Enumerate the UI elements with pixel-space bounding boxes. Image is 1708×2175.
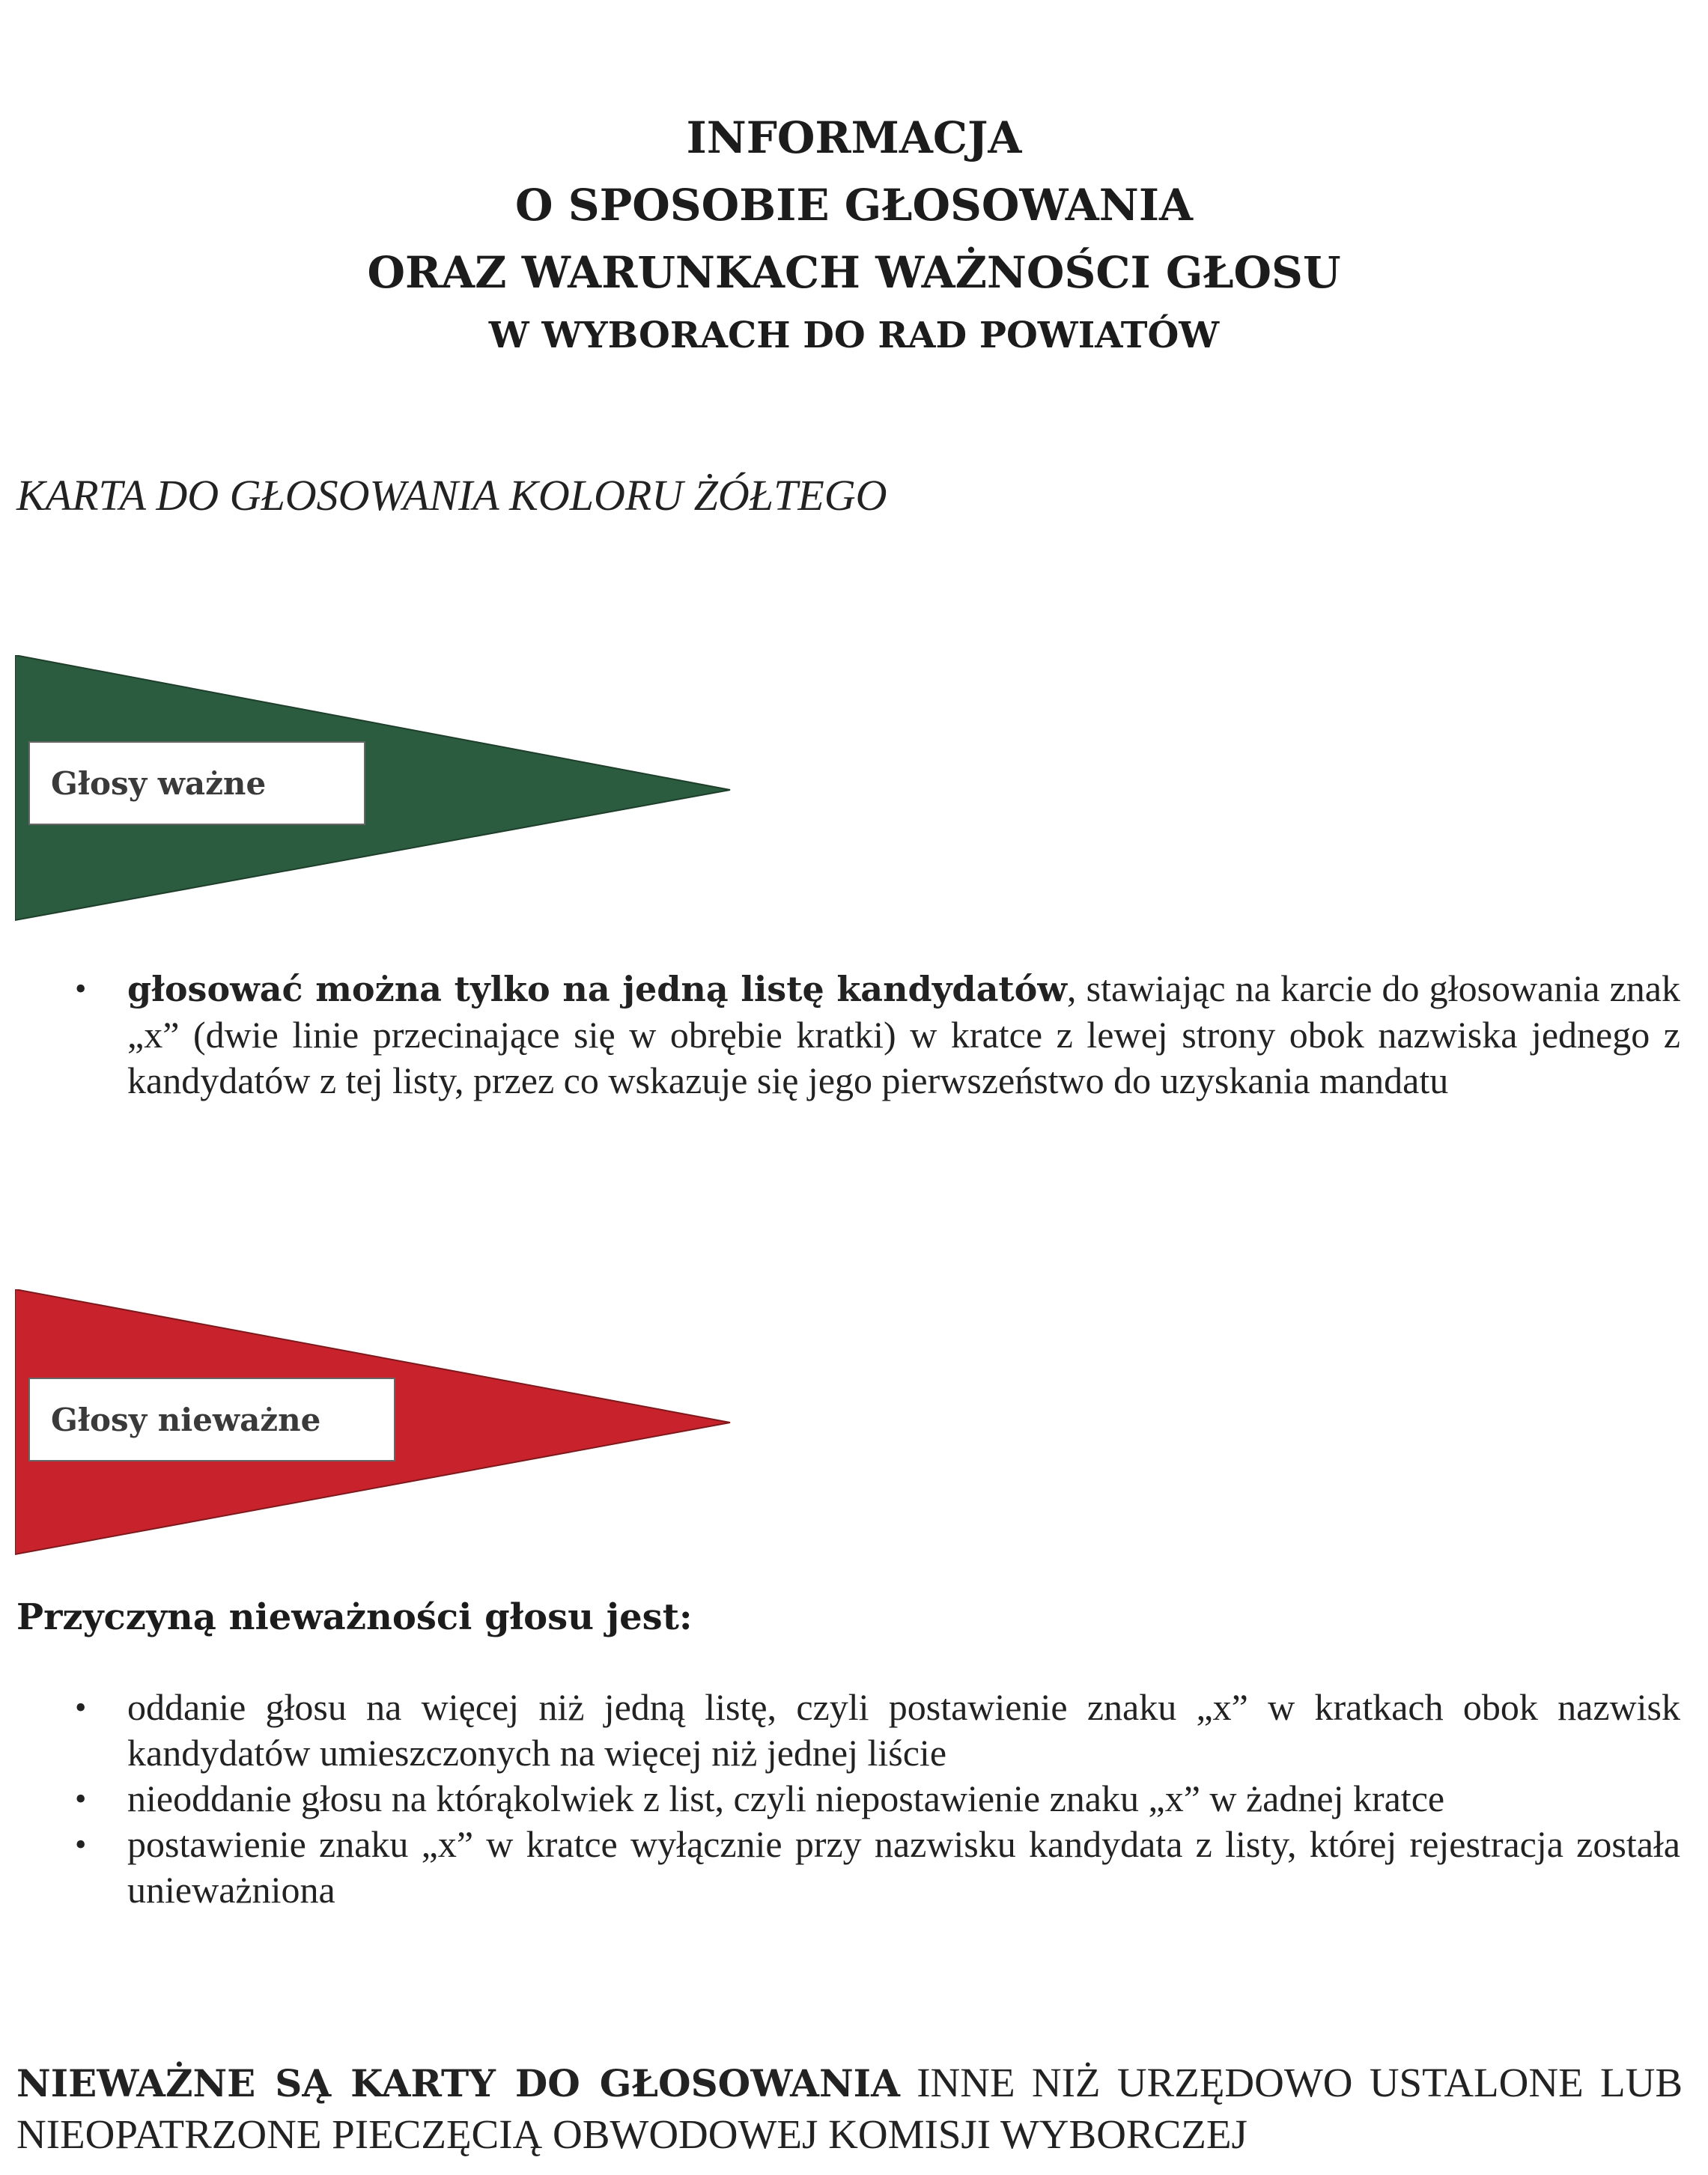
rule-text: , stawiając na karcie do głosowania znak „x” (dwie linie przecinające się w obrębie kratki) w kratce z lewej strony obok nazwiska jednego z kandydatów z tej listy, przez co wskazuje się jego pierwszeństwo do uzyskania mandatu [127, 967, 1680, 1101]
reason-text: postawienie znaku „x” w kratce wyłącznie przy nazwisku kandydata z listy, której rejestracja została unieważniona [127, 1823, 1680, 1911]
valid-votes-pennant [15, 655, 734, 925]
reason-text: nieoddanie głosu na którąkolwiek z list, czyli niepostawienie znaku „x” w żadnej kratce [127, 1777, 1445, 1819]
list-item [0, 1776, 1708, 1822]
notice-text: INNE NIŻ URZĘDOWO USTALONE LUB NIEOPATRZONE PIECZĘCIĄ OBWODOWEJ KOMISJI WYBORCZEJ [16, 2060, 1683, 2157]
rule-emphasis: głosować można tylko na jedną listę kandydatów [127, 969, 1067, 1009]
valid-votes-rules [0, 966, 1708, 1104]
invalid-votes-pennant [15, 1289, 734, 1559]
title-line-4: W WYBORACH DO RAD POWIATÓW [488, 314, 1220, 356]
bullet-icon: • [75, 1780, 87, 1817]
valid-votes-label: Głosy ważne [28, 741, 365, 825]
invalid-ballots-notice [16, 2057, 1683, 2160]
invalid-votes-label: Głosy nieważne [28, 1378, 395, 1461]
invalidity-reasons-heading: Przyczyną nieważności głosu jest: [16, 1596, 693, 1638]
list-item [0, 1822, 1708, 1913]
title-line-3: ORAZ WARUNKACH WAŻNOŚCI GŁOSU [367, 247, 1341, 298]
reason-text: oddanie głosu na więcej niż jedną listę, czyli postawienie znaku „x” w kratkach obok nazwisk kandydatów umieszczonych na więcej niż jednej liście [127, 1686, 1680, 1774]
ballot-color-subtitle: KARTA DO GŁOSOWANIA KOLORU ŻÓŁTEGO [16, 471, 887, 520]
bullet-icon: • [75, 1689, 87, 1726]
bullet-icon: • [75, 970, 87, 1007]
title-line-1: INFORMACJA [686, 112, 1022, 163]
invalidity-reasons-list [0, 1685, 1708, 1913]
list-item [0, 1685, 1708, 1776]
list-item [0, 966, 1708, 1104]
bullet-icon: • [75, 1826, 87, 1863]
title-line-2: O SPOSOBIE GŁOSOWANIA [515, 180, 1193, 231]
notice-emphasis: NIEWAŻNE SĄ KARTY DO GŁOSOWANIA [16, 2061, 900, 2105]
